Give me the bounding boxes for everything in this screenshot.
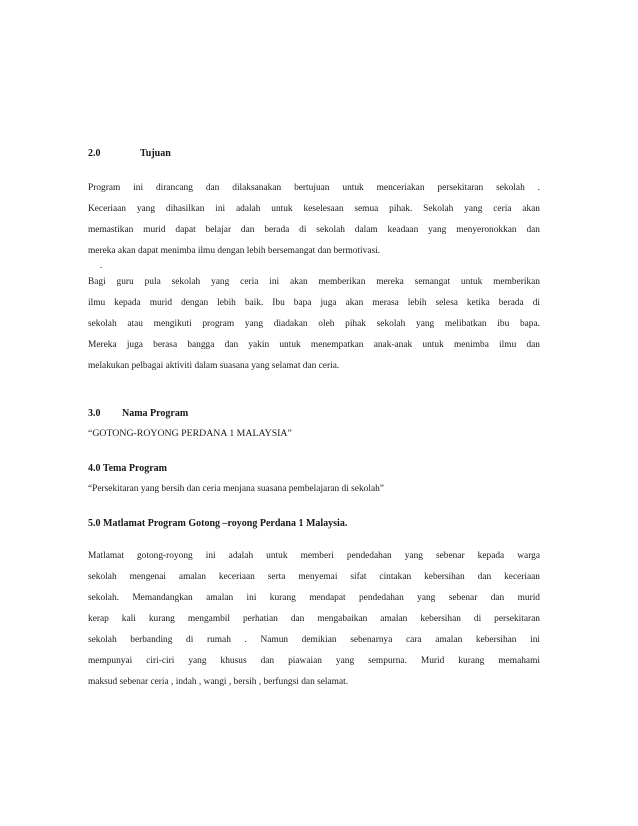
s2-para1-line-3: memastikan murid dapat belajar dan berada di sekolah dalam keadaan yang menyeronokkan dan	[88, 225, 540, 235]
s2-para1-line-4: mereka akan dapat menimba ilmu dengan lebih bersemangat dan bermotivasi.	[88, 246, 381, 256]
s2-para2-line-1: Bagi guru pula sekolah yang ceria ini akan memberikan mereka semangat untuk memberikan	[88, 277, 540, 287]
program-theme: “Persekitaran yang bersih dan ceria menjana suasana pembelajaran di sekolah”	[88, 484, 384, 494]
s2-para1-line-1: Program ini dirancang dan dilaksanakan bertujuan untuk menceriakan persekitaran sekolah .	[88, 183, 540, 193]
s5-para-line-2: sekolah mengenai amalan keceriaan serta menyemai sifat cintakan kebersihan dan keceriaan	[88, 572, 540, 582]
section-3-heading	[88, 408, 188, 419]
section-2-number: 2.0	[88, 148, 101, 159]
s2-para1-line-2: Keceriaan yang dihasilkan ini adalah untuk keselesaan semua pihak. Sekolah yang ceria akan	[88, 204, 540, 214]
s5-para-line-5: sekolah berbanding di rumah . Namun demikian sebenarnya cara amalan kebersihan ini	[88, 635, 540, 645]
separator-dot: .	[100, 260, 103, 270]
s5-para-line-4: kerap kali kurang mengambil perhatian dan mengabaikan amalan kebersihan di persekitaran	[88, 614, 540, 624]
s5-para-line-7: maksud sebenar ceria , indah , wangi , bersih , berfungsi dan selamat.	[88, 677, 349, 687]
s2-para2-line-3: sekolah atau mengikuti program yang diadakan oleh pihak sekolah yang melibatkan ibu bapa.	[88, 319, 540, 329]
section-3-title: Nama Program	[122, 408, 189, 419]
section-5-heading: 5.0 Matlamat Program Gotong –royong Perdana 1 Malaysia.	[88, 518, 348, 529]
s5-para-line-1: Matlamat gotong-royong ini adalah untuk memberi pendedahan yang sebenar kepada warga	[88, 551, 540, 561]
program-name: “GOTONG-ROYONG PERDANA 1 MALAYSIA”	[88, 428, 292, 439]
s5-para-line-3: sekolah. Memandangkan amalan ini kurang mendapat pendedahan yang sebenar dan murid	[88, 593, 540, 603]
section-3-number: 3.0	[88, 408, 101, 419]
s5-para-line-6: mempunyai ciri-ciri yang khusus dan piawaian yang sempurna. Murid kurang memahami	[88, 656, 540, 666]
s2-para2-line-5: melakukan pelbagai aktiviti dalam suasana yang selamat dan ceria.	[88, 361, 340, 371]
s2-para2-line-4: Mereka juga berasa bangga dan yakin untuk menempatkan anak-anak untuk menimba ilmu dan	[88, 340, 540, 350]
s2-para2-line-2: ilmu kepada murid dengan lebih baik. Ibu bapa juga akan merasa lebih selesa ketika berada di	[88, 298, 540, 308]
section-2-title: Tujuan	[140, 148, 171, 159]
section-4-heading: 4.0 Tema Program	[88, 463, 167, 474]
section-2-heading	[88, 148, 171, 159]
